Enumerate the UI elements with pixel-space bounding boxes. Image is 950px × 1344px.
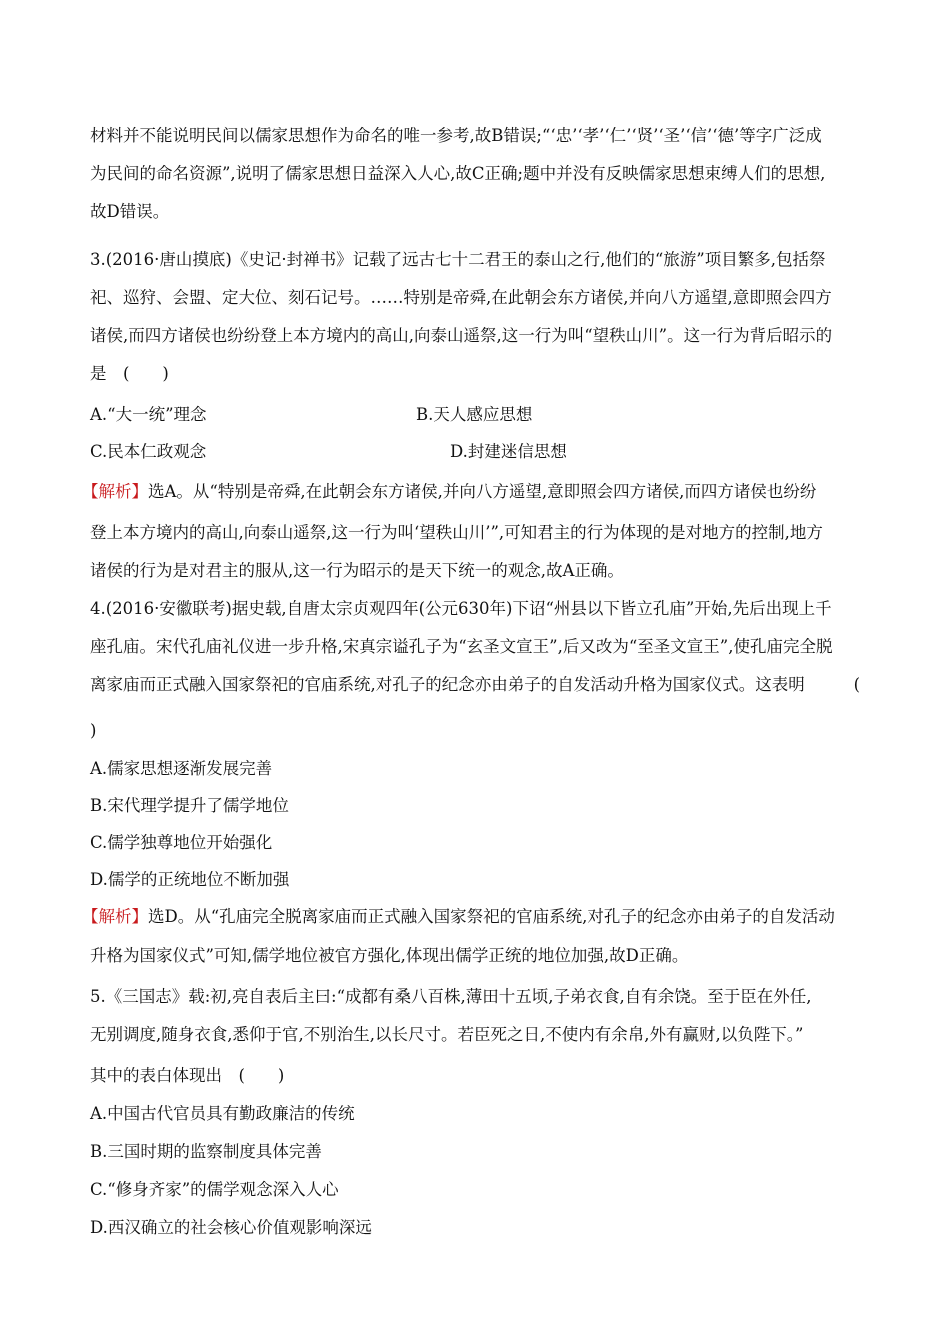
analysis-text: 选A。从“特别是帝舜,在此朝会东方诸侯,并向八方遥望,意即照会四方诸侯,而四方诸侯也纷纷 (148, 482, 817, 501)
q5-stem-line: 5.《三国志》载:初,亮自表后主曰:“成都有桑八百株,薄田十五顷,子弟衣食,自有余饶。至于臣在外任, (90, 987, 812, 1006)
q4-stem-text: 离家庙而正式融入国家祭祀的官庙系统,对孔子的纪念亦由弟子的自发活动升格为国家仪式。这表明 (90, 675, 805, 694)
analysis-tag: 【解析】 (82, 907, 148, 926)
q3-analysis-line: 诸侯的行为是对君主的服从,这一行为昭示的是天下统一的观念,故A正确。 (90, 561, 624, 580)
q3-stem-line: 3.(2016·唐山摸底)《史记·封禅书》记载了远古七十二君王的泰山之行,他们的“旅游”项目繁多,包括祭 (90, 250, 826, 269)
q5-option-c: C.“修身齐家”的儒学观念深入人心 (90, 1180, 339, 1199)
q4-analysis-line (82, 906, 852, 928)
q3-option-b: B.天人感应思想 (416, 405, 533, 424)
q4-paren-open: ( (853, 675, 860, 694)
q4-option-c: C.儒学独尊地位开始强化 (90, 833, 273, 852)
q5-stem-line: 其中的表白体现出 ( ) (90, 1066, 285, 1085)
q3-stem-line: 祀、巡狩、会盟、定大位、刻石记号。……特别是帝舜,在此朝会东方诸侯,并向八方遥望,意即照会四方 (90, 288, 832, 307)
q3-option-a: A.“大一统”理念 (90, 405, 207, 424)
analysis-text: 选D。从“孔庙完全脱离家庙而正式融入国家祭祀的官庙系统,对孔子的纪念亦由弟子的自发活动 (148, 907, 835, 926)
q3-stem-line: 诸侯,而四方诸侯也纷纷登上本方境内的高山,向泰山遥祭,这一行为叫“望秩山川”。这一行为背后昭示的 (90, 326, 833, 345)
analysis-tag: 【解析】 (82, 482, 148, 501)
q5-stem-line: 无别调度,随身衣食,悉仰于官,不别治生,以长尺寸。若臣死之日,不使内有余帛,外有赢财,以负陛下。” (90, 1025, 804, 1044)
q5-option-a: A.中国古代官员具有勤政廉洁的传统 (90, 1104, 355, 1123)
q4-option-b: B.宋代理学提升了儒学地位 (90, 796, 289, 815)
q4-stem-line (90, 674, 860, 696)
q3-option-row-1 (90, 404, 860, 426)
q4-analysis-line: 升格为国家仪式”可知,儒学地位被官方强化,体现出儒学正统的地位加强,故D正确。 (90, 946, 689, 965)
q3-option-c: C.民本仁政观念 (90, 442, 207, 461)
prev-analysis-line: 材料并不能说明民间以儒家思想作为命名的唯一参考,故B错误;“‘忠’‘孝’‘仁’‘贤’‘圣’‘信’‘德’等字广泛成 (90, 126, 822, 145)
q4-stem-line: 座孔庙。宋代孔庙礼仪进一步升格,宋真宗谥孔子为“玄圣文宣王”,后又改为“至圣文宣王”,使孔庙完全脱 (90, 637, 833, 656)
prev-analysis-line: 故D错误。 (90, 202, 170, 221)
q3-analysis-line: 登上本方境内的高山,向泰山遥祭,这一行为叫‘望秩山川’”,可知君主的行为体现的是对地方的控制,地方 (90, 523, 823, 542)
q3-analysis-line (82, 481, 852, 503)
q3-option-row-2 (90, 441, 860, 463)
q4-option-d: D.儒学的正统地位不断加强 (90, 870, 290, 889)
prev-analysis-line: 为民间的命名资源”,说明了儒家思想日益深入人心,故C正确;题中并没有反映儒家思想束缚人们的思想, (90, 164, 826, 183)
q4-stem-line: ) (90, 721, 97, 740)
q5-option-b: B.三国时期的监察制度具体完善 (90, 1142, 322, 1161)
q4-stem-line: 4.(2016·安徽联考)据史载,自唐太宗贞观四年(公元630年)下诏“州县以下皆立孔庙”开始,先后出现上千 (90, 599, 832, 618)
q4-option-a: A.儒家思想逐渐发展完善 (90, 759, 273, 778)
q3-option-d: D.封建迷信思想 (450, 442, 567, 461)
q3-stem-line: 是 ( ) (90, 364, 169, 383)
q5-option-d: D.西汉确立的社会核心价值观影响深远 (90, 1218, 372, 1237)
